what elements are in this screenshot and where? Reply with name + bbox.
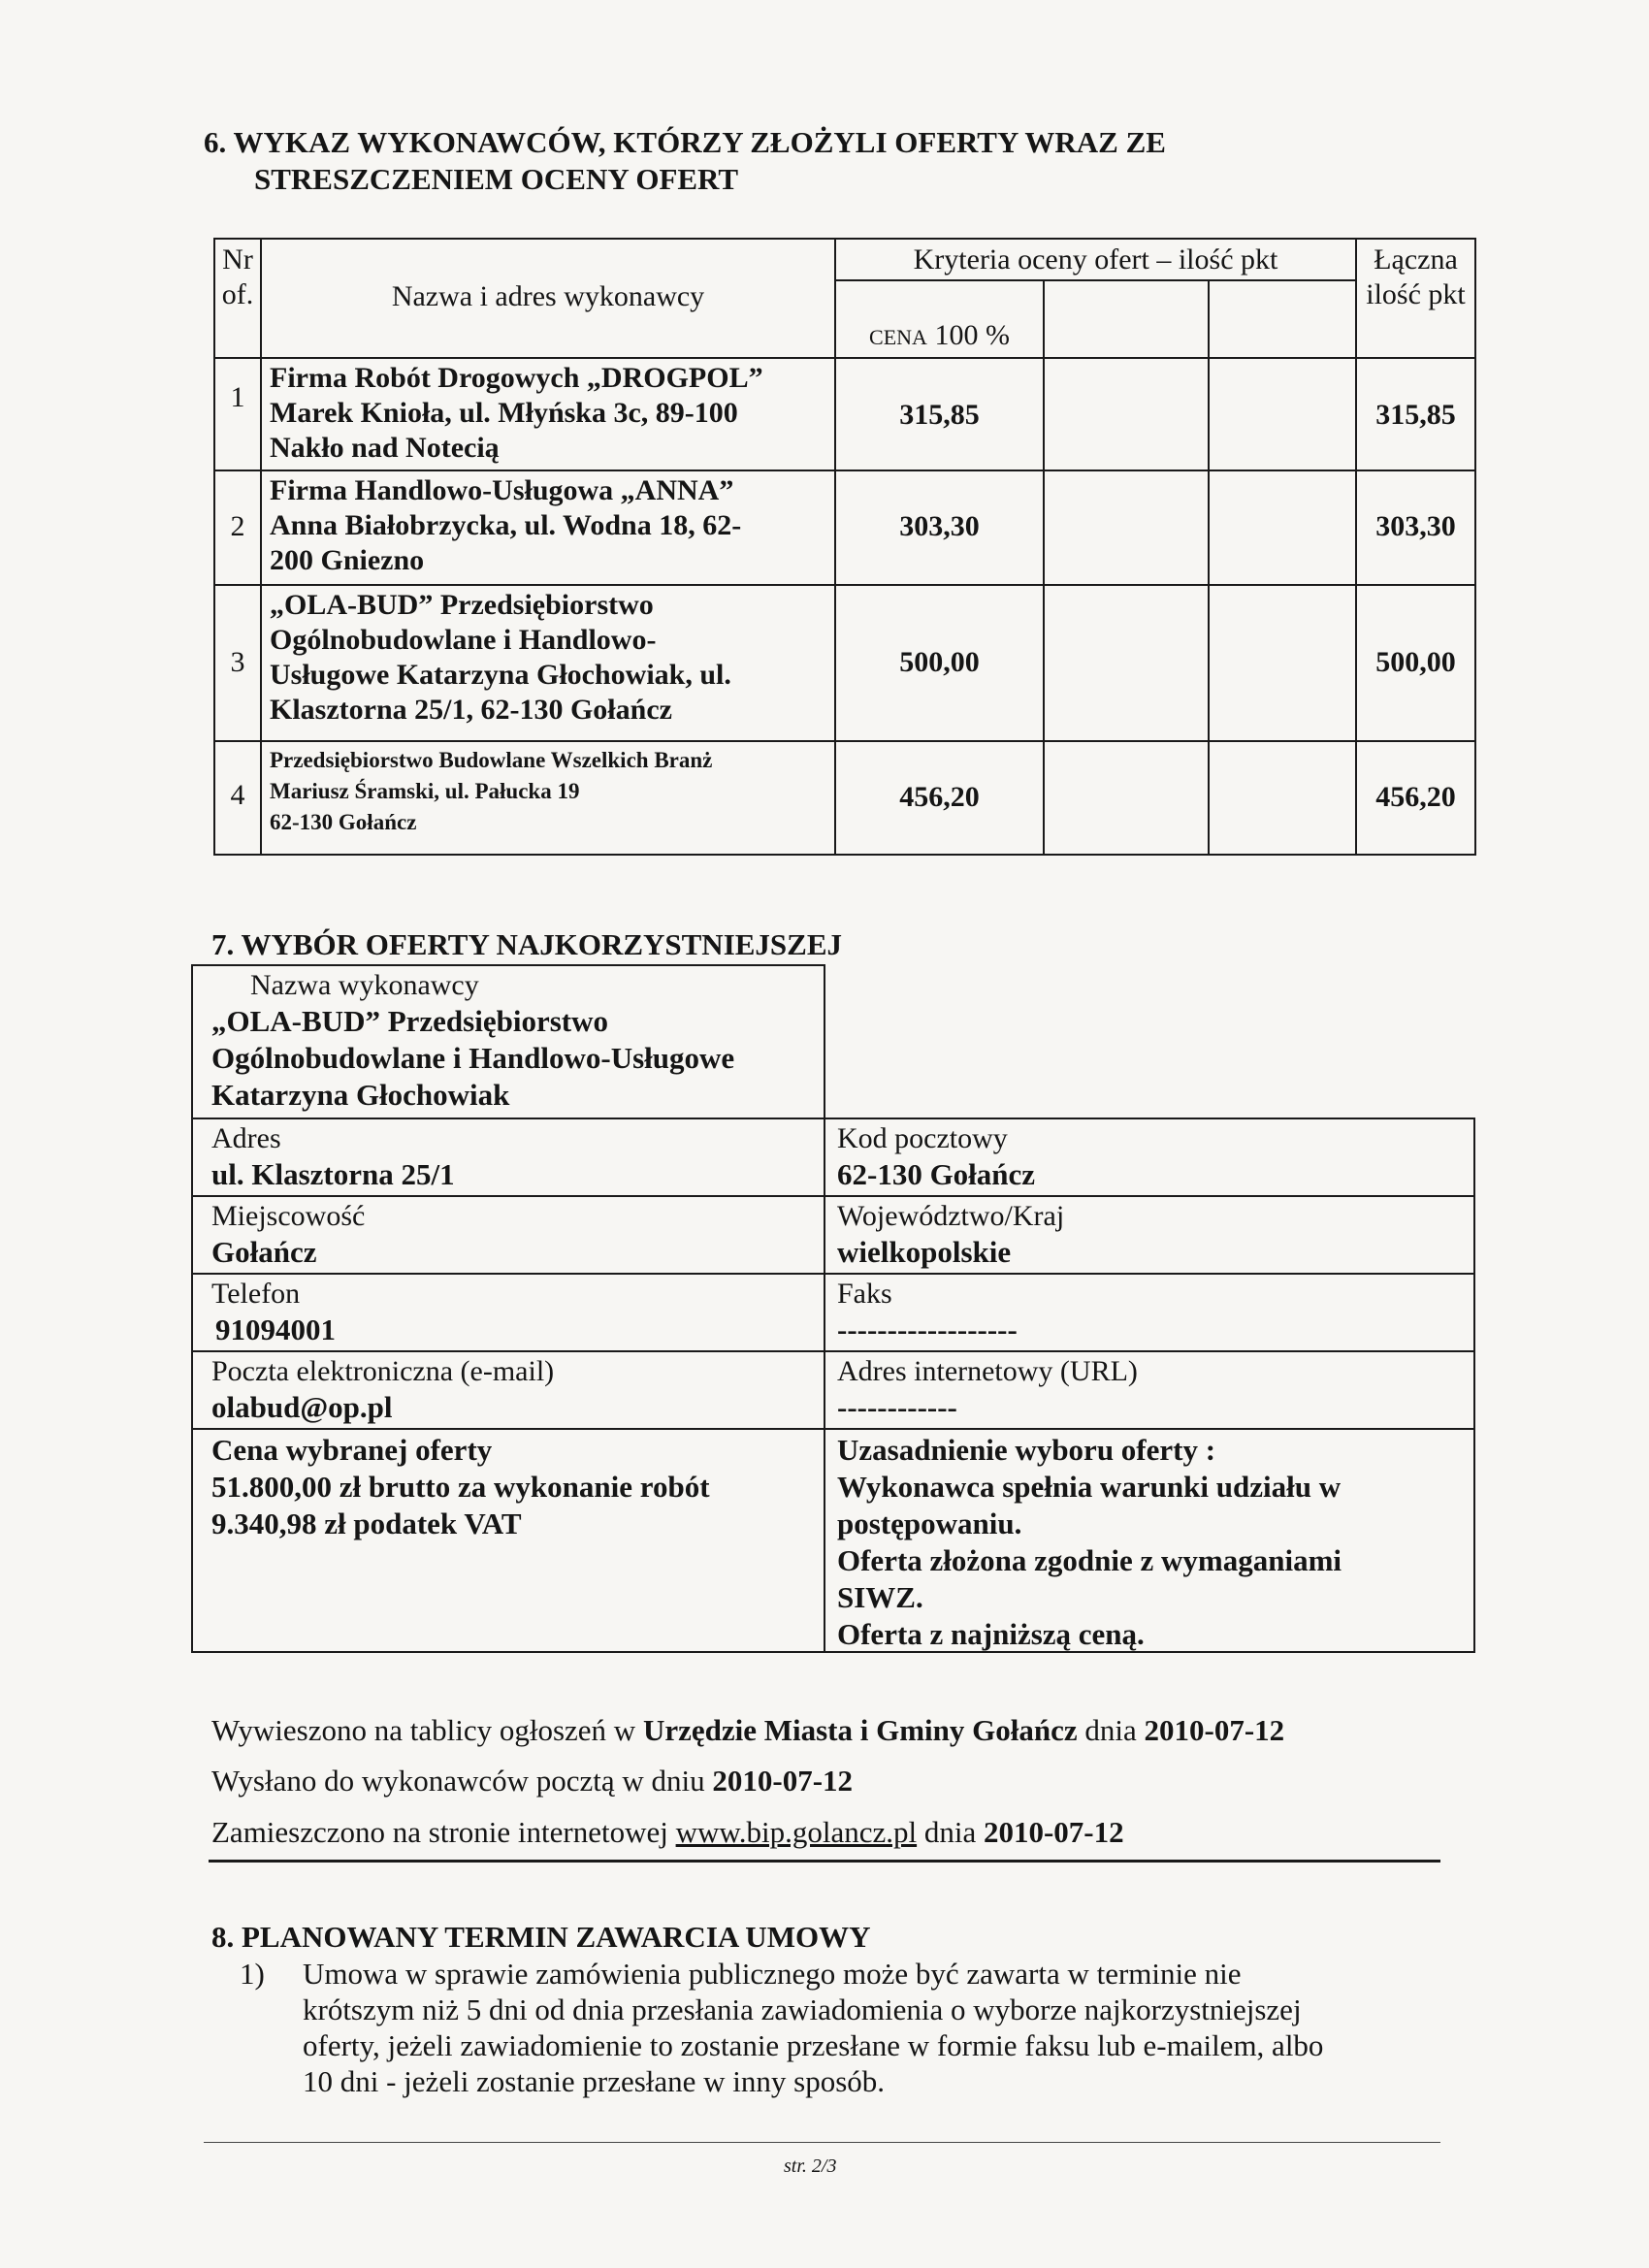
s7-uzas-line1: Uzasadnienie wyboru oferty : [837,1433,1216,1467]
header-nr-line2: of. [221,278,254,310]
row-1-name-line3: Nakło nad Notecią [270,432,500,464]
s7-name-line3: Katarzyna Głochowiak [211,1078,510,1112]
s7-uzas-line2: Wykonawca spełnia warunki udziału w [837,1470,1342,1504]
s7-miejsc-value: Gołańcz [211,1235,317,1269]
s7-row-miejsc-top [191,1195,1475,1197]
header-nr-line1: Nr [222,243,253,275]
row-2-name-line1: Firma Handlowo-Usługowa „ANNA” [270,474,734,506]
s7-name-line2: Ogólnobudowlane i Handlowo-Usługowe [211,1041,735,1075]
section-8-line2: krótszym niż 5 dni od dnia przesłania zawiadomienia o wyborze najkorzystniejszej [303,1993,1302,2026]
row-2-nr: 2 [230,510,245,542]
s7-name-line1: „OLA-BUD” Przedsiębiorstwo [211,1004,608,1038]
header-total-line1: Łączna [1374,243,1458,275]
s7-tel-label: Telefon [211,1278,301,1310]
s7-adres-label: Adres [211,1122,281,1154]
s7-woj-value: wielkopolskie [837,1235,1012,1269]
s7-uzasadnienie-block [837,1432,1342,1653]
s7-faks-value: ------------------ [837,1312,1018,1346]
s7-row-email-top [191,1350,1475,1352]
row-2-total: 303,30 [1375,510,1456,542]
section-6-title-line1: 6. WYKAZ WYKONAWCÓW, KTÓRZY ZŁOŻYLI OFERTY WRAZ ZE [204,125,1166,159]
s7-row-adres-top [191,1118,1475,1119]
s7-email-value: olabud@op.pl [211,1390,393,1424]
s7-name-box-right [824,964,825,1653]
row-1-total: 315,85 [1375,399,1456,431]
notices-divider [209,1860,1440,1863]
notice-posted-text: Wywieszono na tablicy ogłoszeń w [211,1713,643,1747]
website-link[interactable]: www.bip.golancz.pl [675,1815,918,1849]
s7-left-border [191,964,193,1653]
s7-kod-label: Kod pocztowy [837,1122,1008,1154]
s7-cena-line1: Cena wybranej oferty [211,1433,493,1467]
row-2-name-line3: 200 Gniezno [270,544,425,576]
s7-cena-block [211,1432,710,1542]
s7-row-tel-top [191,1273,1475,1275]
s7-email-label: Poczta elektroniczna (e-mail) [211,1355,555,1387]
s7-cena-line2: 51.800,00 zł brutto za wykonanie robót [211,1470,710,1504]
header-total-line2: ilość pkt [1366,278,1466,310]
s7-uzas-line5: SIWZ. [837,1580,923,1614]
row-3-name-line2: Ogólnobudowlane i Handlowo- [270,624,657,656]
page-number: str. 2/3 [784,2155,837,2177]
section-8-item-number: 1) [240,1957,265,1991]
row-4-name-line3: 62-130 Gołańcz [270,810,417,834]
row-1-nr: 1 [230,381,245,413]
s7-name-box-top [191,964,825,966]
row-1-name-line1: Firma Robót Drogowych „DROGPOL” [270,362,763,394]
notice-published [211,1814,1124,1851]
s7-adres-value: ul. Klasztorna 25/1 [211,1157,455,1191]
s7-url-label: Adres internetowy (URL) [837,1355,1138,1387]
notice-mailed [211,1763,853,1799]
section-8-line3: oferty, jeżeli zawiadomienie to zostanie przesłane w formie faksu lub e-mailem, albo [303,2028,1324,2062]
section-7-title: 7. WYBÓR OFERTY NAJKORZYSTNIEJSZEJ [211,927,843,961]
row-1-name-line2: Marek Knioła, ul. Młyńska 3c, 89-100 [270,397,738,429]
row-3-cena: 500,00 [899,646,980,678]
s7-uzas-line4: Oferta złożona zgodnie z wymaganiami [837,1543,1342,1577]
section-8-line4: 10 dni - jeżeli zostanie przesłane w inny sposób. [303,2064,886,2098]
s7-right-border [1473,1118,1475,1653]
s7-name-value [211,1003,734,1114]
row-2-cena: 303,30 [899,510,980,542]
section-6-title-line2: STRESZCZENIEM OCENY OFERT [254,162,739,196]
row-4-nr: 4 [230,779,245,811]
s7-uzas-line6: Oferta z najniższą ceną. [837,1617,1145,1651]
row-1-cena: 315,85 [899,399,980,431]
notice-mailed-date: 2010-07-12 [712,1764,854,1798]
row-3-name-line1: „OLA-BUD” Przedsiębiorstwo [270,589,654,621]
notice-published-date-prefix: dnia [917,1815,984,1849]
notice-published-text: Zamieszczono na stronie internetowej [211,1815,676,1849]
notice-posted [211,1712,1284,1749]
section-8-title: 8. PLANOWANY TERMIN ZAWARCIA UMOWY [211,1920,871,1954]
row-3-name-line3: Usługowe Katarzyna Głochowiak, ul. [270,659,731,691]
s7-miejsc-label: Miejscowość [211,1200,366,1232]
s7-name-label: Nazwa wykonawcy [250,969,479,1001]
row-4-total: 456,20 [1375,781,1456,813]
header-cena-label: CENA [869,325,927,349]
row-4-name-line2: Mariusz Śramski, ul. Pałucka 19 [270,779,580,803]
row-3-total: 500,00 [1375,646,1456,678]
s7-faks-label: Faks [837,1278,892,1310]
notice-posted-office: Urzędzie Miasta i Gminy Gołańcz [642,1713,1078,1747]
footer-divider [204,2142,1440,2143]
notice-mailed-text: Wysłano do wykonawców pocztą w dniu [211,1764,713,1798]
s7-tel-value: 91094001 [215,1312,336,1346]
s7-url-value: ------------ [837,1390,957,1424]
header-name: Nazwa i adres wykonawcy [391,280,705,312]
notice-published-date: 2010-07-12 [983,1815,1124,1849]
row-3-name-line4: Klasztorna 25/1, 62-130 Gołańcz [270,694,672,726]
s7-cena-line3: 9.340,98 zł podatek VAT [211,1507,522,1540]
notice-posted-date-prefix: dnia [1077,1713,1145,1747]
section-8-line1: Umowa w sprawie zamówienia publicznego może być zawarta w terminie nie [303,1957,1242,1991]
s7-uzas-line3: postępowaniu. [837,1507,1022,1540]
row-4-cena: 456,20 [899,781,980,813]
s7-woj-label: Województwo/Kraj [837,1200,1065,1232]
s7-row-cena-top [191,1428,1475,1430]
row-4-name-line1: Przedsiębiorstwo Budowlane Wszelkich Branż [270,748,713,772]
s7-kod-value: 62-130 Gołańcz [837,1157,1036,1191]
row-3-nr: 3 [230,646,245,678]
section-8-item-text [303,1956,1323,2099]
header-criteria: Kryteria oceny ofert – ilość pkt [913,243,1278,275]
notice-posted-date: 2010-07-12 [1144,1713,1285,1747]
header-cena-pct: 100 % [934,319,1010,351]
row-2-name-line2: Anna Białobrzycka, ul. Wodna 18, 62- [270,509,742,541]
